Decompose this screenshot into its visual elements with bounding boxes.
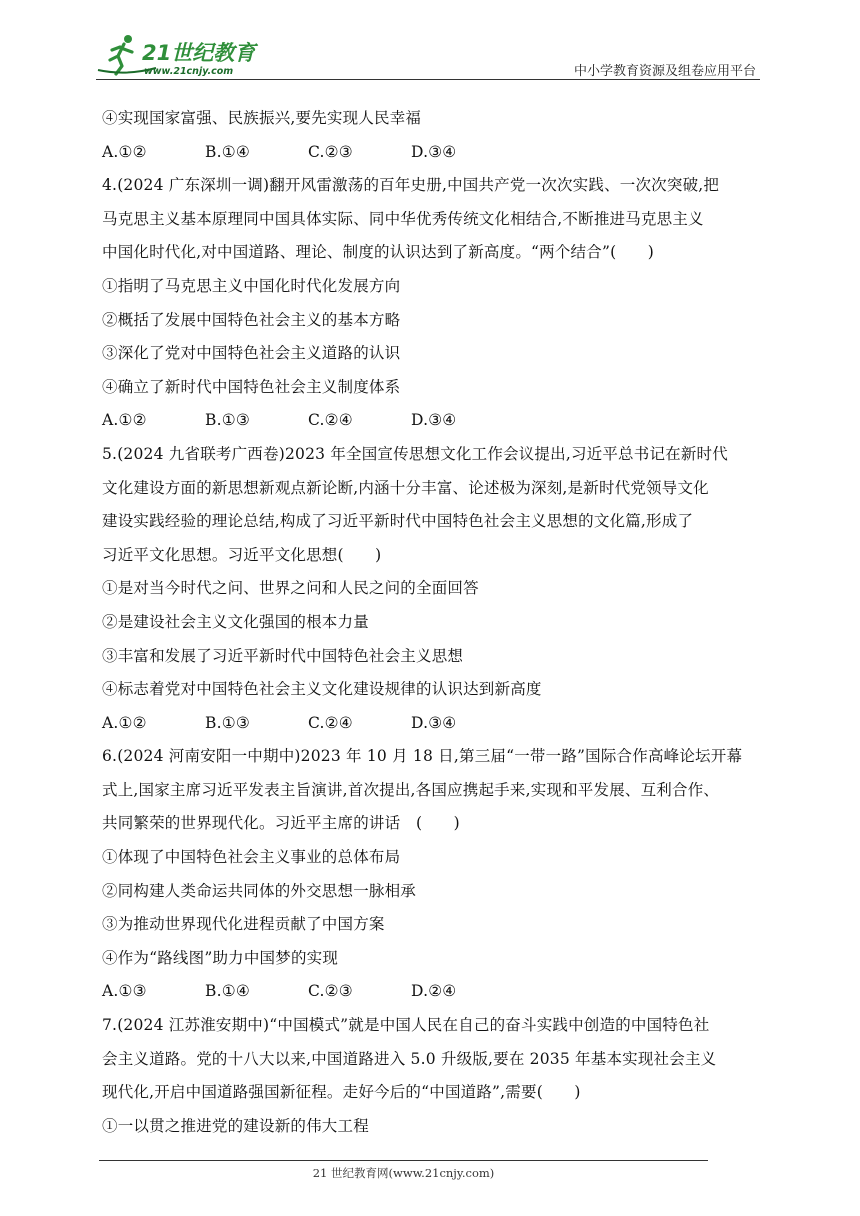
text-line: 会主义道路。党的十八大以来,中国道路进入 5.0 升级版,要在 2035 年基本实现社会主义 (102, 1049, 717, 1068)
text-line: ③深化了党对中国特色社会主义道路的认识 (102, 344, 401, 363)
text-line: 马克思主义基本原理同中国具体实际、同中华优秀传统文化相结合,不断推进马克思主义 (102, 209, 704, 228)
logo-main-text: 21世纪教育 (142, 41, 256, 65)
logo-url-text: www.21cnjy.com (144, 66, 234, 77)
answer-option: A.①② (102, 411, 147, 430)
answer-option: A.①② (102, 713, 147, 732)
answer-option: B.①④ (205, 982, 250, 1001)
text-line: 习近平文化思想。习近平文化思想( ) (102, 545, 382, 564)
text-line: 6.(2024 河南安阳一中期中)2023 年 10 月 18 日,第三届“一带一路”国际合作高峰论坛开幕 (102, 747, 743, 766)
answer-choices (102, 975, 764, 1009)
footer-divider (99, 1160, 708, 1161)
text-line: 7.(2024 江苏淮安期中)“中国模式”就是中国人民在自己的奋斗实践中创造的中国特色社 (102, 1016, 710, 1035)
answer-choices (102, 404, 764, 438)
answer-option: D.②④ (411, 982, 457, 1001)
answer-choices (102, 707, 764, 741)
page-footer: 21 世纪教育网(www.21cnjy.com) (312, 1166, 495, 1180)
text-line: ③为推动世界现代化进程贡献了中国方案 (102, 915, 385, 934)
text-line: ①是对当今时代之问、世界之问和人民之问的全面回答 (102, 579, 479, 598)
answer-choices (102, 136, 764, 170)
text-line: 文化建设方面的新思想新观点新论断,内涵十分丰富、论述极为深刻,是新时代党领导文化 (102, 478, 709, 497)
question-body (102, 102, 764, 1143)
text-line: 4.(2024 广东深圳一调)翻开风雷激荡的百年史册,中国共产党一次次实践、一次次突破,把 (102, 176, 720, 195)
text-line: ④标志着党对中国特色社会主义文化建设规律的认识达到新高度 (102, 680, 542, 699)
answer-option: C.②③ (308, 142, 353, 161)
text-line: 中国化时代化,对中国道路、理论、制度的认识达到了新高度。“两个结合”( ) (102, 243, 654, 262)
text-line: ④确立了新时代中国特色社会主义制度体系 (102, 377, 401, 396)
text-line: ④实现国家富强、民族振兴,要先实现人民幸福 (102, 109, 422, 127)
answer-option: B.①③ (205, 713, 250, 732)
text-line: 建设实践经验的理论总结,构成了习近平新时代中国特色社会主义思想的文化篇,形成了 (102, 512, 694, 531)
text-line: ②是建设社会主义文化强国的根本力量 (102, 612, 369, 631)
answer-option: A.①③ (102, 982, 147, 1001)
answer-option: B.①③ (205, 411, 250, 430)
answer-option: D.③④ (411, 713, 457, 732)
platform-name: 中小学教育资源及组卷应用平台 (573, 64, 756, 79)
answer-option: A.①② (102, 142, 147, 161)
text-line: ①一以贯之推进党的建设新的伟大工程 (102, 1116, 369, 1135)
text-line: ②同构建人类命运共同体的外交思想一脉相承 (102, 881, 417, 900)
answer-option: C.②④ (308, 411, 353, 430)
text-line: ①体现了中国特色社会主义事业的总体布局 (102, 848, 401, 867)
page-header (96, 30, 760, 80)
text-line: ②概括了发展中国特色社会主义的基本方略 (102, 310, 401, 329)
site-logo (96, 30, 266, 80)
text-line: 现代化,开启中国道路强国新征程。走好今后的“中国道路”,需要( ) (102, 1083, 581, 1102)
text-line: 5.(2024 九省联考广西卷)2023 年全国宣传思想文化工作会议提出,习近平总书记在新时代 (102, 444, 728, 463)
answer-option: D.③④ (411, 411, 457, 430)
text-line: 式上,国家主席习近平发表主旨演讲,首次提出,各国应携起手来,实现和平发展、互利合作、 (102, 780, 720, 799)
answer-option: D.③④ (411, 142, 457, 161)
answer-option: C.②③ (308, 982, 353, 1001)
answer-option: C.②④ (308, 713, 353, 732)
text-line: 共同繁荣的世界现代化。习近平主席的讲话 ( ) (102, 814, 460, 833)
text-line: ③丰富和发展了习近平新时代中国特色社会主义思想 (102, 646, 464, 665)
answer-option: B.①④ (205, 142, 250, 161)
header-divider (96, 79, 760, 80)
text-line: ①指明了马克思主义中国化时代化发展方向 (102, 276, 401, 295)
text-line: ④作为“路线图”助力中国梦的实现 (102, 948, 339, 967)
